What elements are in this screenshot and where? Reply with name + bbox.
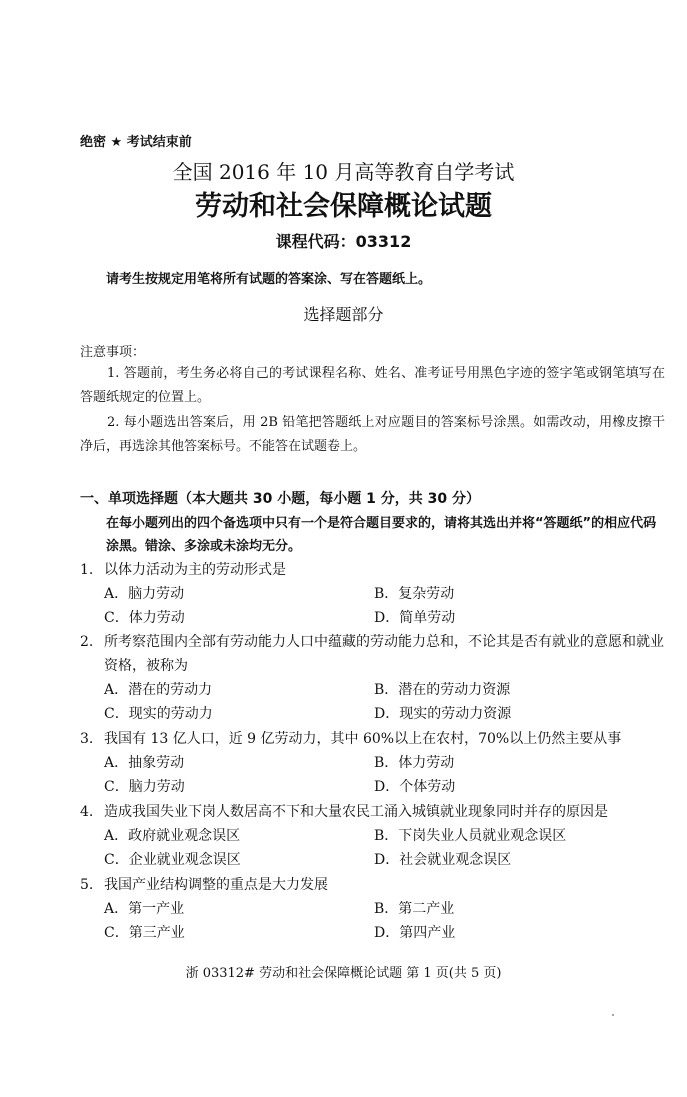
option-grid bbox=[80, 582, 665, 630]
question-number: 3. bbox=[80, 731, 94, 747]
question-4 bbox=[80, 800, 665, 872]
section-title: 选择题部分 bbox=[303, 305, 384, 324]
option-d: D．第四产业 bbox=[374, 925, 456, 941]
question-number: 5. bbox=[80, 877, 94, 893]
question-1 bbox=[80, 558, 665, 630]
option-d: D．个体劳动 bbox=[374, 779, 456, 795]
part-heading: 一、单项选择题（本大题共 30 小题，每小题 1 分，共 30 分） bbox=[80, 491, 480, 507]
option-c: C．第三产业 bbox=[104, 925, 185, 941]
question-2 bbox=[80, 630, 665, 726]
option-c: C．体力劳动 bbox=[104, 610, 185, 626]
option-grid bbox=[80, 824, 665, 872]
page-footer: 浙 03312# 劳动和社会保障概论试题 第 1 页(共 5 页) bbox=[185, 966, 502, 981]
question-number: 4. bbox=[80, 804, 94, 820]
option-b: B．下岗失业人员就业观念误区 bbox=[374, 828, 567, 844]
option-grid bbox=[80, 751, 665, 799]
note-item: 1. 答题前，考生务必将自己的考试课程名称、姓名、准考证号用黑色字迹的签字笔或钢笔填写在答题纸规定的位置上。 bbox=[80, 366, 665, 405]
option-grid bbox=[80, 678, 665, 726]
option-a: A．潜在的劳动力 bbox=[104, 682, 213, 698]
question-5 bbox=[80, 873, 665, 945]
option-a: A．政府就业观念误区 bbox=[104, 828, 241, 844]
option-c: C．脑力劳动 bbox=[104, 779, 185, 795]
option-d: D．简单劳动 bbox=[374, 610, 456, 626]
confidential-label: 绝密 ★ 考试结束前 bbox=[80, 135, 192, 150]
option-b: B．潜在的劳动力资源 bbox=[374, 682, 511, 698]
option-b: B．第二产业 bbox=[374, 901, 455, 917]
course-code: 课程代码：03312 bbox=[275, 232, 412, 251]
subject-title: 劳动和社会保障概论试题 bbox=[195, 191, 492, 222]
question-stem: 我国有 13 亿人口，近 9 亿劳动力，其中 60%以上在农村，70%以上仍然主要从事 bbox=[104, 731, 622, 747]
option-a: A．脑力劳动 bbox=[104, 586, 185, 602]
question-stem: 所考察范围内全部有劳动能力人口中蕴藏的劳动能力总和，不论其是否有就业的意愿和就业资格，被称为 bbox=[104, 634, 664, 674]
option-a: A．第一产业 bbox=[104, 901, 185, 917]
note-item: 2. 每小题选出答案后，用 2B 铅笔把答题纸上对应题目的答案标号涂黑。如需改动，用橡皮擦干净后，再选涂其他答案标号。不能答在试题卷上。 bbox=[80, 415, 665, 454]
option-c: C．现实的劳动力 bbox=[104, 706, 213, 722]
option-a: A．抽象劳动 bbox=[104, 755, 185, 771]
option-b: B．体力劳动 bbox=[374, 755, 455, 771]
scan-speck bbox=[612, 1014, 614, 1016]
question-stem: 以体力活动为主的劳动形式是 bbox=[104, 562, 286, 578]
notes-heading: 注意事项： bbox=[80, 345, 146, 360]
option-d: D．现实的劳动力资源 bbox=[374, 706, 512, 722]
question-number: 2. bbox=[80, 634, 94, 650]
question-stem: 我国产业结构调整的重点是大力发展 bbox=[104, 877, 328, 893]
question-stem: 造成我国失业下岗人数居高不下和大量农民工涌入城镇就业现象同时并存的原因是 bbox=[104, 804, 608, 820]
option-c: C．企业就业观念误区 bbox=[104, 852, 241, 868]
question-number: 1. bbox=[80, 562, 94, 578]
question-3 bbox=[80, 727, 665, 799]
option-b: B．复杂劳动 bbox=[374, 586, 455, 602]
option-grid bbox=[80, 897, 665, 945]
exam-title: 全国 2016 年 10 月高等教育自学考试 bbox=[172, 160, 515, 184]
answer-instruction: 请考生按规定用笔将所有试题的答案涂、写在答题纸上。 bbox=[106, 272, 432, 287]
option-d: D．社会就业观念误区 bbox=[374, 852, 512, 868]
part-description: 在每小题列出的四个备选项中只有一个是符合题目要求的，请将其选出并将“答题纸”的相应代码涂黑。错涂、多涂或未涂均无分。 bbox=[106, 516, 657, 554]
